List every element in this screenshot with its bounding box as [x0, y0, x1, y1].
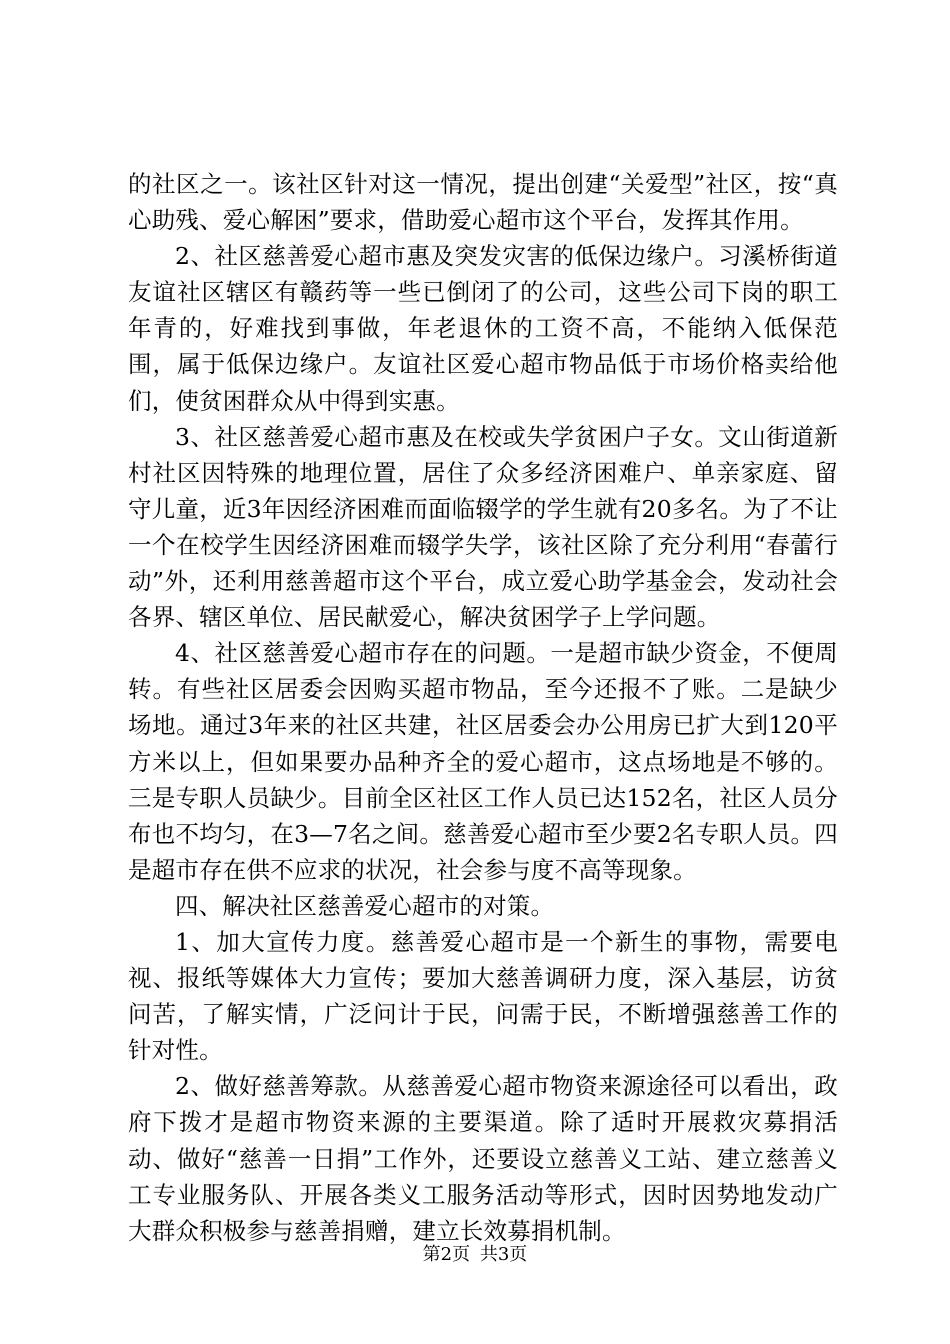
paragraph-4: 4、社区慈善爱心超市存在的问题。一是超市缺少资金，不便周转。有些社区居委会因购买超市物品，至今还报不了账。二是缺少场地。通过3年来的社区共建，社区居委会办公用房已扩大到120平方米以上，但如果要办品种齐全的爱心超市，这点场地是不够的。三是专职人员缺少。目前全区社区工作人员已达152名，社区人员分布也不均匀，在3—7名之间。慈善爱心超市至少要2名专职人员。四是超市存在供不应求的状况，社会参与度不高等现象。	[128, 639, 838, 884]
page-footer	[0, 1243, 950, 1267]
paragraph-6: 2、做好慈善筹款。从慈善爱心超市物资来源途径可以看出，政府下拨才是超市物资来源的主要渠道。除了适时开展救灾募捐活动、做好“慈善一日捐”工作外，还要设立慈善义工站、建立慈善义工专业服务队、开展各类义工服务活动等形式，因时因势地发动广大群众积极参与慈善捐赠，建立长效募捐机制。	[128, 1072, 838, 1245]
page-total: 共3页	[479, 1244, 528, 1265]
section-heading: 四、解决社区慈善爱心超市的对策。	[175, 891, 555, 920]
paragraph-1: 的社区之一。该社区针对这一情况，提出创建“关爱型”社区，按“真心助残、爱心解困”要求，借助爱心超市这个平台，发挥其作用。	[128, 170, 838, 235]
paragraph-3: 3、社区慈善爱心超市惠及在校或失学贫困户子女。文山街道新村社区因特殊的地理位置，居住了众多经济困难户、单亲家庭、留守儿童，近3年因经济困难而面临辍学的学生就有20多名。为了不让一个在校学生因经济困难而辍学失学，该社区除了充分利用“春蕾行动”外，还利用慈善超市这个平台，成立爱心助学基金会，发动社会各界、辖区单位、居民献爱心，解决贫困学子上学问题。	[128, 422, 838, 632]
paragraph-2: 2、社区慈善爱心超市惠及突发灾害的低保边缘户。习溪桥街道友谊社区辖区有赣药等一些已倒闭了的公司，这些公司下岗的职工年青的，好难找到事做，年老退休的工资不高，不能纳入低保范围，属于低保边缘户。友谊社区爱心超市物品低于市场价格卖给他们，使贫困群众从中得到实惠。	[128, 242, 838, 415]
page-number: 第2页	[422, 1244, 471, 1265]
document-body	[128, 166, 838, 1249]
paragraph-5: 1、加大宣传力度。慈善爱心超市是一个新生的事物，需要电视、报纸等媒体大力宣传；要加大慈善调研力度，深入基层，访贫问苦，了解实情，广泛问计于民，问需于民，不断增强慈善工作的针对性。	[128, 927, 838, 1065]
